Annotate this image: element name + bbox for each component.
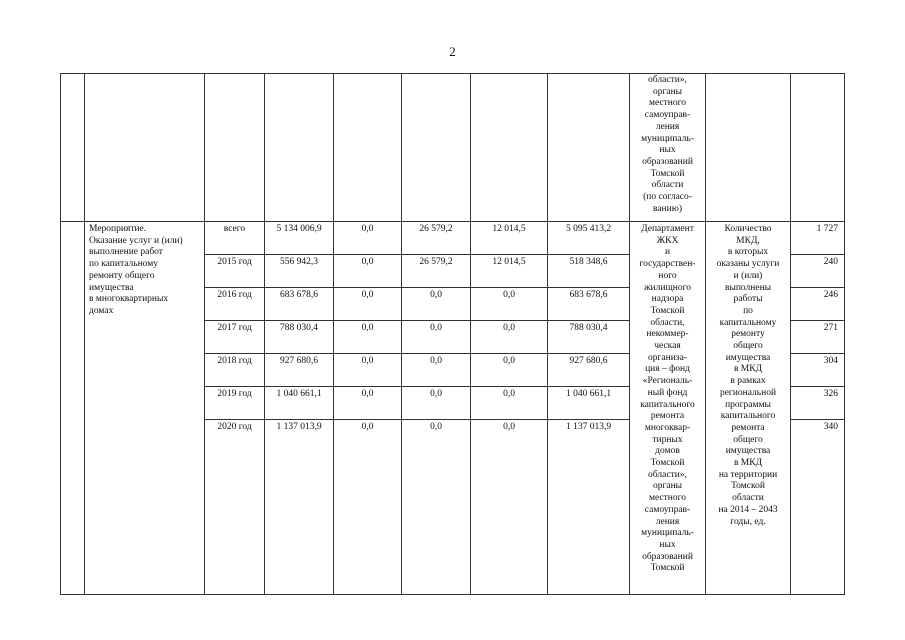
period-cell xyxy=(205,74,265,222)
period-cell: 2020 год xyxy=(205,420,265,595)
total-cell: 927 680,6 xyxy=(265,354,334,387)
period-cell: 2018 год xyxy=(205,354,265,387)
continued-department-cell: области», органы местного самоуправ- ления муниципаль- ных образований Томской области (по согласо- ванию) xyxy=(630,74,706,222)
department-cell xyxy=(630,222,706,595)
indicator-value-cell: 271 xyxy=(791,321,845,354)
regional-cell: 26 579,2 xyxy=(402,222,471,255)
period-cell: 2015 год xyxy=(205,255,265,288)
federal-cell: 0,0 xyxy=(334,222,402,255)
program-table xyxy=(60,73,845,595)
indicator-value-cell: 246 xyxy=(791,288,845,321)
activity-cell xyxy=(85,74,205,222)
regional-cell: 0,0 xyxy=(402,354,471,387)
local-cell xyxy=(471,74,548,222)
regional-cell: 26 579,2 xyxy=(402,255,471,288)
continuation-row xyxy=(61,74,845,222)
period-cell: 2017 год xyxy=(205,321,265,354)
indicator-cell xyxy=(706,222,791,595)
indicator-text: Количество МКД, в которых оказаны услуги и (или) выполнены работы по капитальному ремонту общего имущества в МКД в рамках региональной программы капитального ремонта общего имущества в МКД на территории Томской области на 2014 – 2043 годы, ед. xyxy=(716,224,780,527)
page-number: 2 xyxy=(449,44,456,59)
total-cell: 1 137 013,9 xyxy=(265,420,334,595)
local-cell: 0,0 xyxy=(471,288,548,321)
table-row xyxy=(61,222,845,255)
federal-cell: 0,0 xyxy=(334,420,402,595)
federal-cell: 0,0 xyxy=(334,321,402,354)
federal-cell: 0,0 xyxy=(334,387,402,420)
regional-cell: 0,0 xyxy=(402,288,471,321)
other-cell: 1 137 013,9 xyxy=(548,420,630,595)
total-cell: 5 134 006,9 xyxy=(265,222,334,255)
total-cell xyxy=(265,74,334,222)
other-cell: 788 030,4 xyxy=(548,321,630,354)
local-cell: 0,0 xyxy=(471,387,548,420)
indicator-value-cell: 326 xyxy=(791,387,845,420)
indicator-value-cell: 240 xyxy=(791,255,845,288)
department-text: Департамент ЖКХ и государствен- ного жилищного надзора Томской области, некоммер- ческая организа- ция – фонд «Региональ- ный фонд капитального ремонта многоквар- тирных домов Томской области», органы местного самоуправ- ления муниципаль- ных образований Томской xyxy=(639,224,696,574)
other-cell: 1 040 661,1 xyxy=(548,387,630,420)
other-cell: 518 348,6 xyxy=(548,255,630,288)
activity-title-cell xyxy=(85,222,205,595)
period-cell: 2016 год xyxy=(205,288,265,321)
total-cell: 1 040 661,1 xyxy=(265,387,334,420)
period-cell: всего xyxy=(205,222,265,255)
total-cell: 556 942,3 xyxy=(265,255,334,288)
activity-title: Мероприятие. Оказание услуг и (или) выполнение работ по капитальному ремонту общего имущества в многоквартирных домах xyxy=(89,224,183,316)
other-cell xyxy=(548,74,630,222)
other-cell: 683 678,6 xyxy=(548,288,630,321)
local-cell: 0,0 xyxy=(471,354,548,387)
federal-cell xyxy=(334,74,402,222)
indicator-value-cell: 304 xyxy=(791,354,845,387)
number-cell xyxy=(61,74,85,222)
indicator-cell xyxy=(706,74,791,222)
indicator-value-cell: 1 727 xyxy=(791,222,845,255)
regional-cell: 0,0 xyxy=(402,321,471,354)
local-cell: 12 014,5 xyxy=(471,255,548,288)
total-cell: 683 678,6 xyxy=(265,288,334,321)
local-cell: 12 014,5 xyxy=(471,222,548,255)
other-cell: 5 095 413,2 xyxy=(548,222,630,255)
local-cell: 0,0 xyxy=(471,420,548,595)
regional-cell: 0,0 xyxy=(402,387,471,420)
regional-cell: 0,0 xyxy=(402,420,471,595)
federal-cell: 0,0 xyxy=(334,288,402,321)
federal-cell: 0,0 xyxy=(334,255,402,288)
number-cell xyxy=(61,222,85,595)
indicator-value-cell xyxy=(791,74,845,222)
federal-cell: 0,0 xyxy=(334,354,402,387)
total-cell: 788 030,4 xyxy=(265,321,334,354)
local-cell: 0,0 xyxy=(471,321,548,354)
indicator-value-cell: 340 xyxy=(791,420,845,595)
other-cell: 927 680,6 xyxy=(548,354,630,387)
regional-cell xyxy=(402,74,471,222)
period-cell: 2019 год xyxy=(205,387,265,420)
